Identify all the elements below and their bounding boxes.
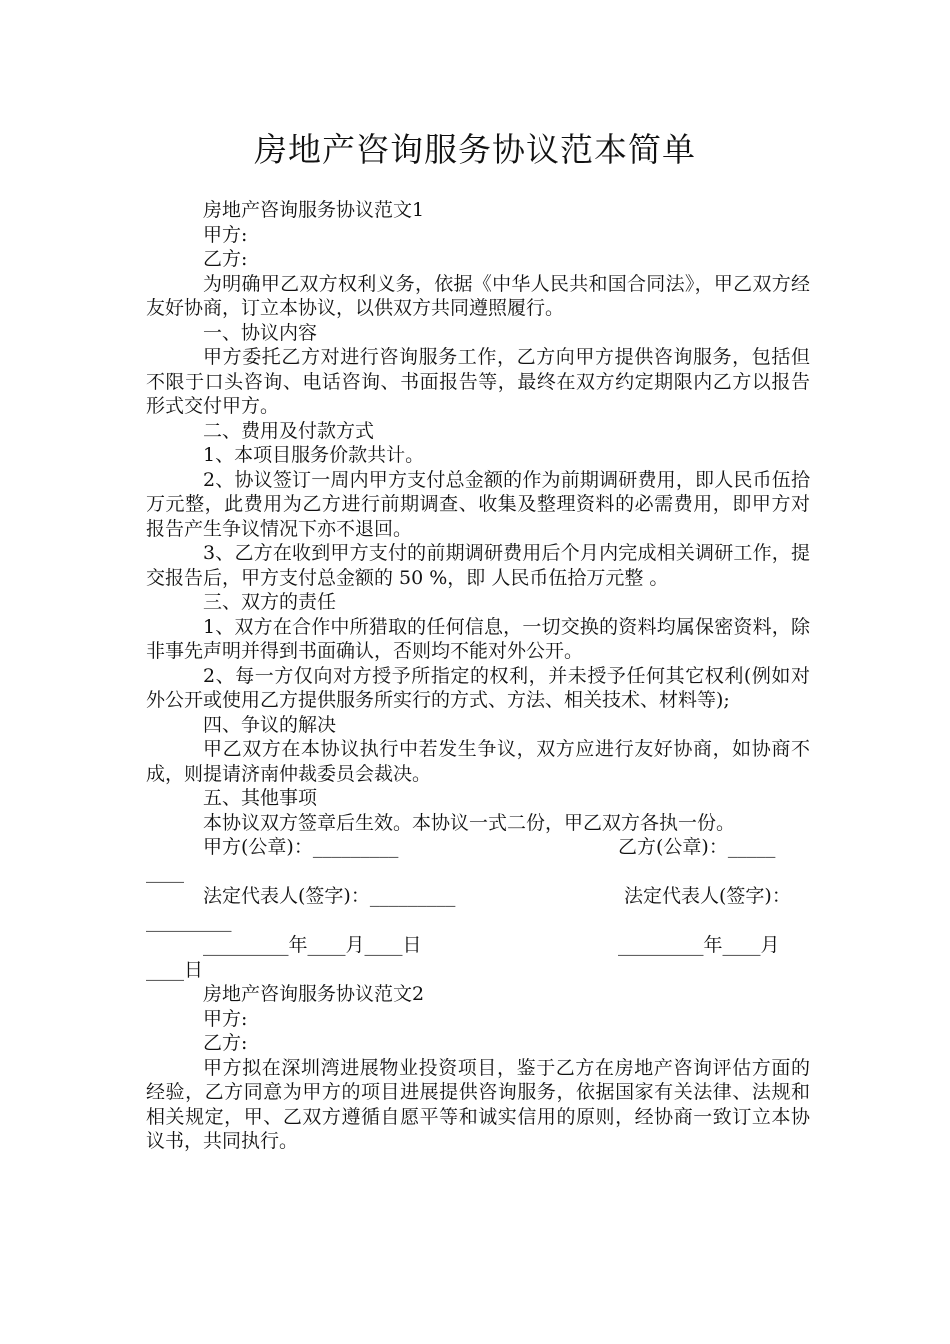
section1-party-a: 甲方: <box>203 223 248 246</box>
section2-heading: 房地产咨询服务协议范文2 <box>203 983 425 1005</box>
party-b-seal-line-cont: ____ <box>146 860 184 883</box>
clause-2-item-3: 3、乙方在收到甲方支付的前期调研费用后个月内完成相关调研工作，提交报告后，甲方支付总金额的 50 %，即 人民币伍拾万元整 。 <box>146 542 810 589</box>
clause-5-text: 本协议双方签章后生效。本协议一式二份，甲乙双方各执一份。 <box>203 811 736 834</box>
section1-heading: 房地产咨询服务协议范文1 <box>203 199 425 221</box>
document-body <box>146 198 810 1154</box>
party-b-representative-line: 法定代表人(签字)： <box>624 885 791 907</box>
clause-4-text: 甲乙双方在本协议执行中若发生争议，双方应进行友好协商，如协商不成，则提请济南仲裁委员会裁决。 <box>146 738 810 785</box>
party-b-seal-line: 乙方(公章)：_____ <box>618 836 776 858</box>
clause-3-item-2: 2、每一方仅向对方授予所指定的权利，并未授予任何其它权利(例如对外公开或使用乙方提供服务所实行的方式、方法、相关技术、材料等); <box>146 664 810 711</box>
clause-2-item-2: 2、协议签订一周内甲方支付总金额的作为前期调研费用，即人民币伍拾万元整，此费用为乙方进行前期调查、收集及整理资料的必需费用，即甲方对报告产生争议情况下亦不退回。 <box>146 468 810 540</box>
section2-party-a: 甲方: <box>203 1007 248 1030</box>
clause-heading-2: 二、费用及付款方式 <box>203 419 375 442</box>
clause-2-item-1: 1、本项目服务价款共计。 <box>203 444 425 466</box>
section1-intro: 为明确甲乙双方权利义务，依据《中华人民共和国合同法》，甲乙双方经友好协商，订立本协议，以供双方共同遵照履行。 <box>146 272 810 319</box>
party-b-date-line-cont: ____日 <box>146 958 204 981</box>
date-row <box>146 933 810 958</box>
representative-row <box>146 884 810 909</box>
party-b-date-line: _________年____月 <box>618 934 780 956</box>
party-a-seal-line: 甲方(公章)：_________ <box>203 836 399 858</box>
seal-row <box>146 835 810 860</box>
section2-party-b: 乙方: <box>203 1032 248 1054</box>
party-a-representative-line: 法定代表人(签字)：_________ <box>203 885 456 907</box>
clause-heading-3: 三、双方的责任 <box>203 591 337 613</box>
clause-heading-1: 一、协议内容 <box>203 321 318 344</box>
party-a-date-line: _________年____月____日 <box>203 934 422 956</box>
clause-heading-4: 四、争议的解决 <box>203 713 337 736</box>
clause-1-text: 甲方委托乙方对进行咨询服务工作，乙方向甲方提供咨询服务，包括但不限于口头咨询、电话咨询、书面报告等，最终在双方约定期限内乙方以报告形式交付甲方。 <box>146 346 810 417</box>
section2-intro: 甲方拟在深圳湾进展物业投资项目，鉴于乙方在房地产咨询评估方面的经验，乙方同意为甲方的项目进展提供咨询服务，依据国家有关法律、法规和相关规定，甲、乙双方遵循自愿平等和诚实信用的原则，经协商一致订立本协议书，共同执行。 <box>146 1056 810 1152</box>
document-title: 房地产咨询服务协议范本简单 <box>254 130 696 169</box>
clause-3-item-1: 1、双方在合作中所猎取的任何信息，一切交换的资料均属保密资料，除非事先声明并得到书面确认，否则均不能对外公开。 <box>146 615 810 662</box>
clause-heading-5: 五、其他事项 <box>203 787 318 809</box>
party-b-representative-line-cont: _________ <box>146 909 232 932</box>
section1-party-b: 乙方: <box>203 248 248 270</box>
